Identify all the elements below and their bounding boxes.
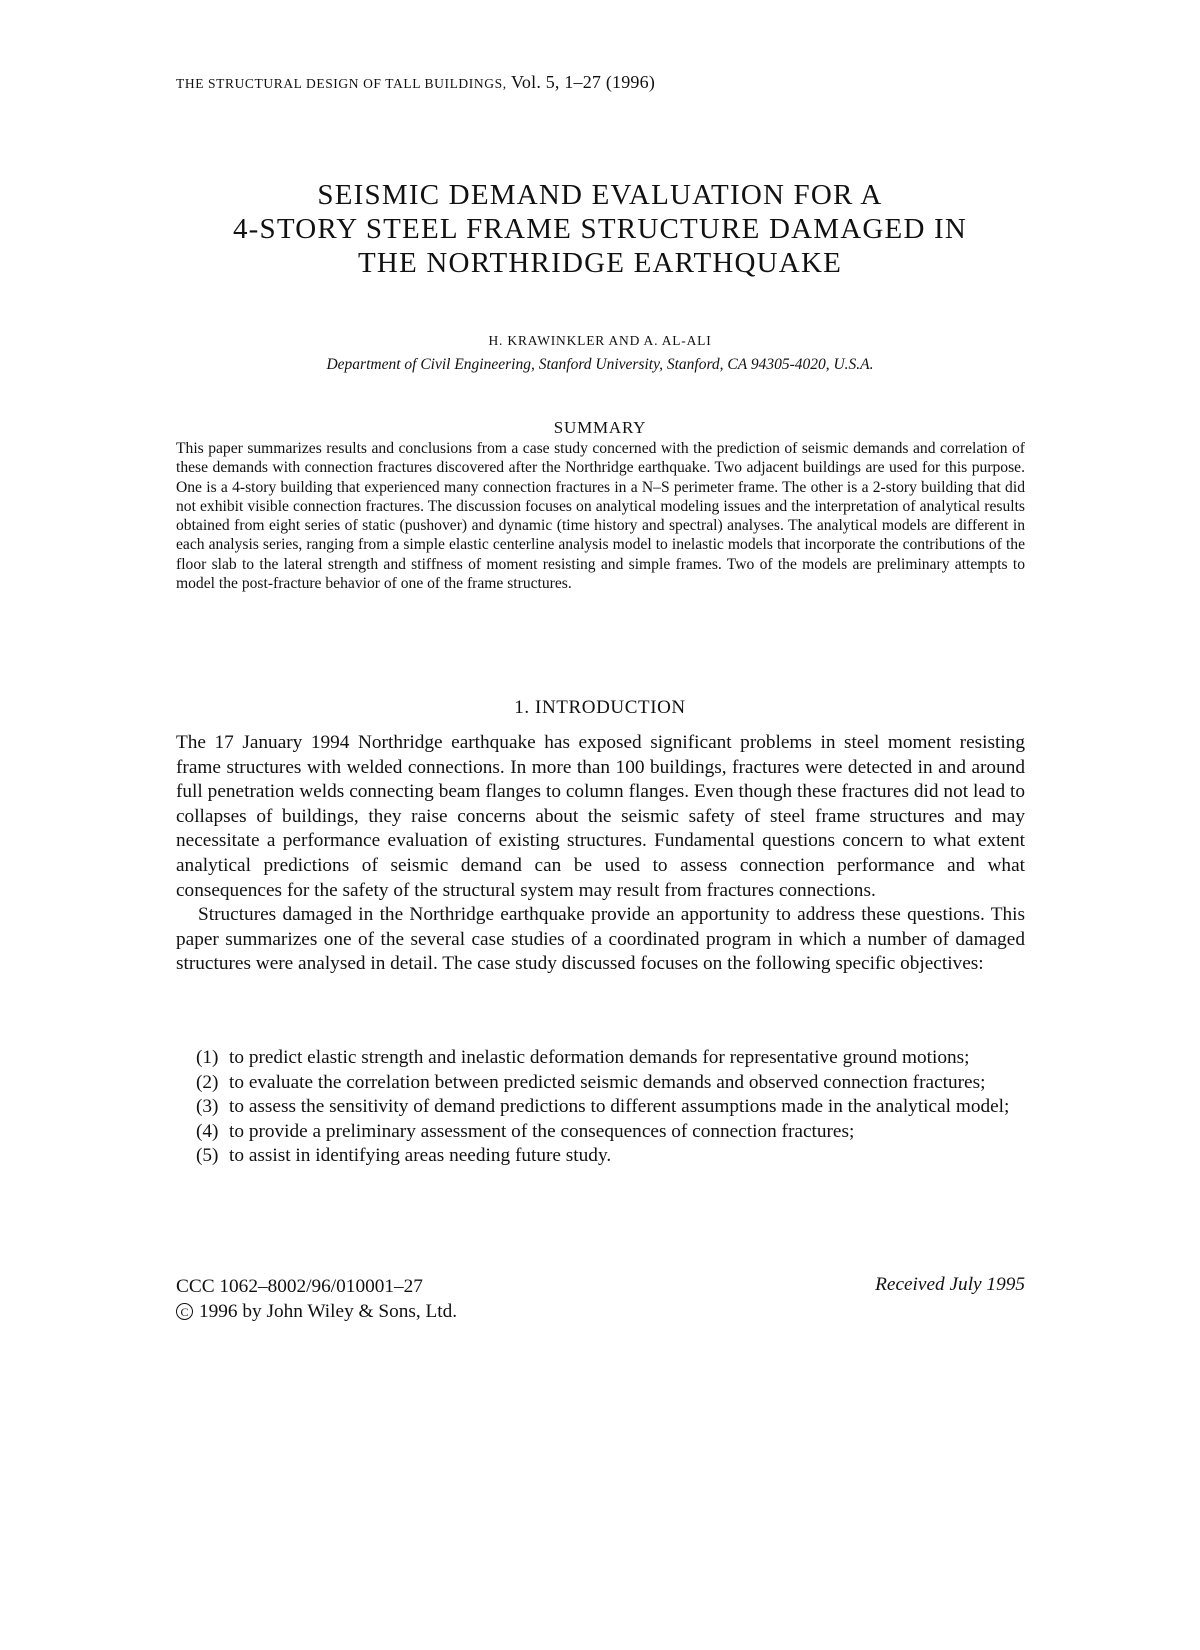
list-item xyxy=(176,1144,1025,1169)
list-item xyxy=(176,1095,1025,1120)
list-item-text: to provide a preliminary assessment of the consequences of connection fractures; xyxy=(229,1120,855,1142)
list-item-number: (3) xyxy=(196,1096,219,1118)
summary-text: This paper summarizes results and conclusions from a case study concerned with the prediction of seismic demands and correlation of these demands with connection fractures discovered after the Northridge earthquake. Two adjacent buildings are used for this purpose. One is a 4-story building that experienced many connection fractures in a N–S perimeter frame. The other is a 2-story building that did not exhibit visible connection fractures. The discussion focuses on analytical modeling issues and the interpretation of analytical results obtained from eight series of static (pushover) and dynamic (time history and spectral) analyses. The analytical models are different in each analysis series, ranging from a simple elastic centerline analysis model to inelastic models that incorporate the contributions of the floor slab to the lateral strength and stiffness of moment resisting and simple frames. Two of the models are preliminary attempts to model the post-fracture behavior of one of the frame structures. xyxy=(176,440,1025,593)
list-item xyxy=(176,1120,1025,1145)
copyright-icon: C xyxy=(176,1303,193,1320)
introduction-heading: 1. INTRODUCTION xyxy=(514,697,686,718)
intro-paragraph-2: Structures damaged in the Northridge earthquake provide an apportunity to address these questions. This paper summarizes one of the several case studies of a coordinated program in which a number of damaged structures were analysed in detail. The case study discussed focuses on the following specific objectives: xyxy=(176,904,1025,975)
list-item-number: (5) xyxy=(196,1145,219,1167)
publication-footer xyxy=(176,1274,457,1324)
intro-paragraph-1: The 17 January 1994 Northridge earthquake has exposed significant problems in steel moment resisting frame structures with welded connections. In more than 100 buildings, fractures were detected in and around full penetration welds connecting beam flanges to column flanges. Even though these fractures did not lead to collapses of buildings, they raise concerns about the seismic safety of steel frame structures and may necessitate a performance evaluation of existing structures. Fundamental questions concern to what extent analytical predictions of seismic demand can be used to assess connection performance and what consequences for the safety of the structural system may result from fractures connections. xyxy=(176,732,1025,901)
copyright-text: 1996 by John Wiley & Sons, Ltd. xyxy=(199,1301,458,1322)
received-date: Received July 1995 xyxy=(875,1274,1025,1295)
journal-name: THE STRUCTURAL DESIGN OF TALL BUILDINGS, xyxy=(176,76,507,91)
journal-header xyxy=(176,72,655,93)
list-item-text: to assess the sensitivity of demand predictions to different assumptions made in the analytical model; xyxy=(229,1096,1010,1118)
authors: H. KRAWINKLER AND A. AL-ALI xyxy=(488,333,712,348)
list-item xyxy=(176,1046,1025,1071)
list-item-text: to evaluate the correlation between predicted seismic demands and observed connection fractures; xyxy=(229,1071,986,1093)
list-item xyxy=(176,1071,1025,1096)
copyright-line xyxy=(176,1299,457,1324)
list-item-text: to assist in identifying areas needing future study. xyxy=(229,1145,612,1167)
summary-heading: SUMMARY xyxy=(553,418,647,437)
title-line-2: 4-STORY STEEL FRAME STRUCTURE DAMAGED IN xyxy=(232,213,968,245)
list-item-number: (4) xyxy=(196,1120,219,1142)
objectives-list xyxy=(176,1046,1025,1169)
introduction-body xyxy=(176,731,1025,977)
paper-title xyxy=(150,178,1050,280)
volume-info: Vol. 5, 1–27 (1996) xyxy=(511,72,656,92)
list-item-text: to predict elastic strength and inelastic deformation demands for representative ground motions; xyxy=(229,1047,970,1068)
title-line-1: SEISMIC DEMAND EVALUATION FOR A xyxy=(317,179,883,211)
list-item-number: (1) xyxy=(196,1047,219,1068)
list-item-number: (2) xyxy=(196,1071,219,1093)
ccc-code: CCC 1062–8002/96/010001–27 xyxy=(176,1276,423,1297)
title-line-3: THE NORTHRIDGE EARTHQUAKE xyxy=(357,247,843,279)
affiliation: Department of Civil Engineering, Stanford University, Stanford, CA 94305-4020, U.S.A. xyxy=(326,356,874,373)
